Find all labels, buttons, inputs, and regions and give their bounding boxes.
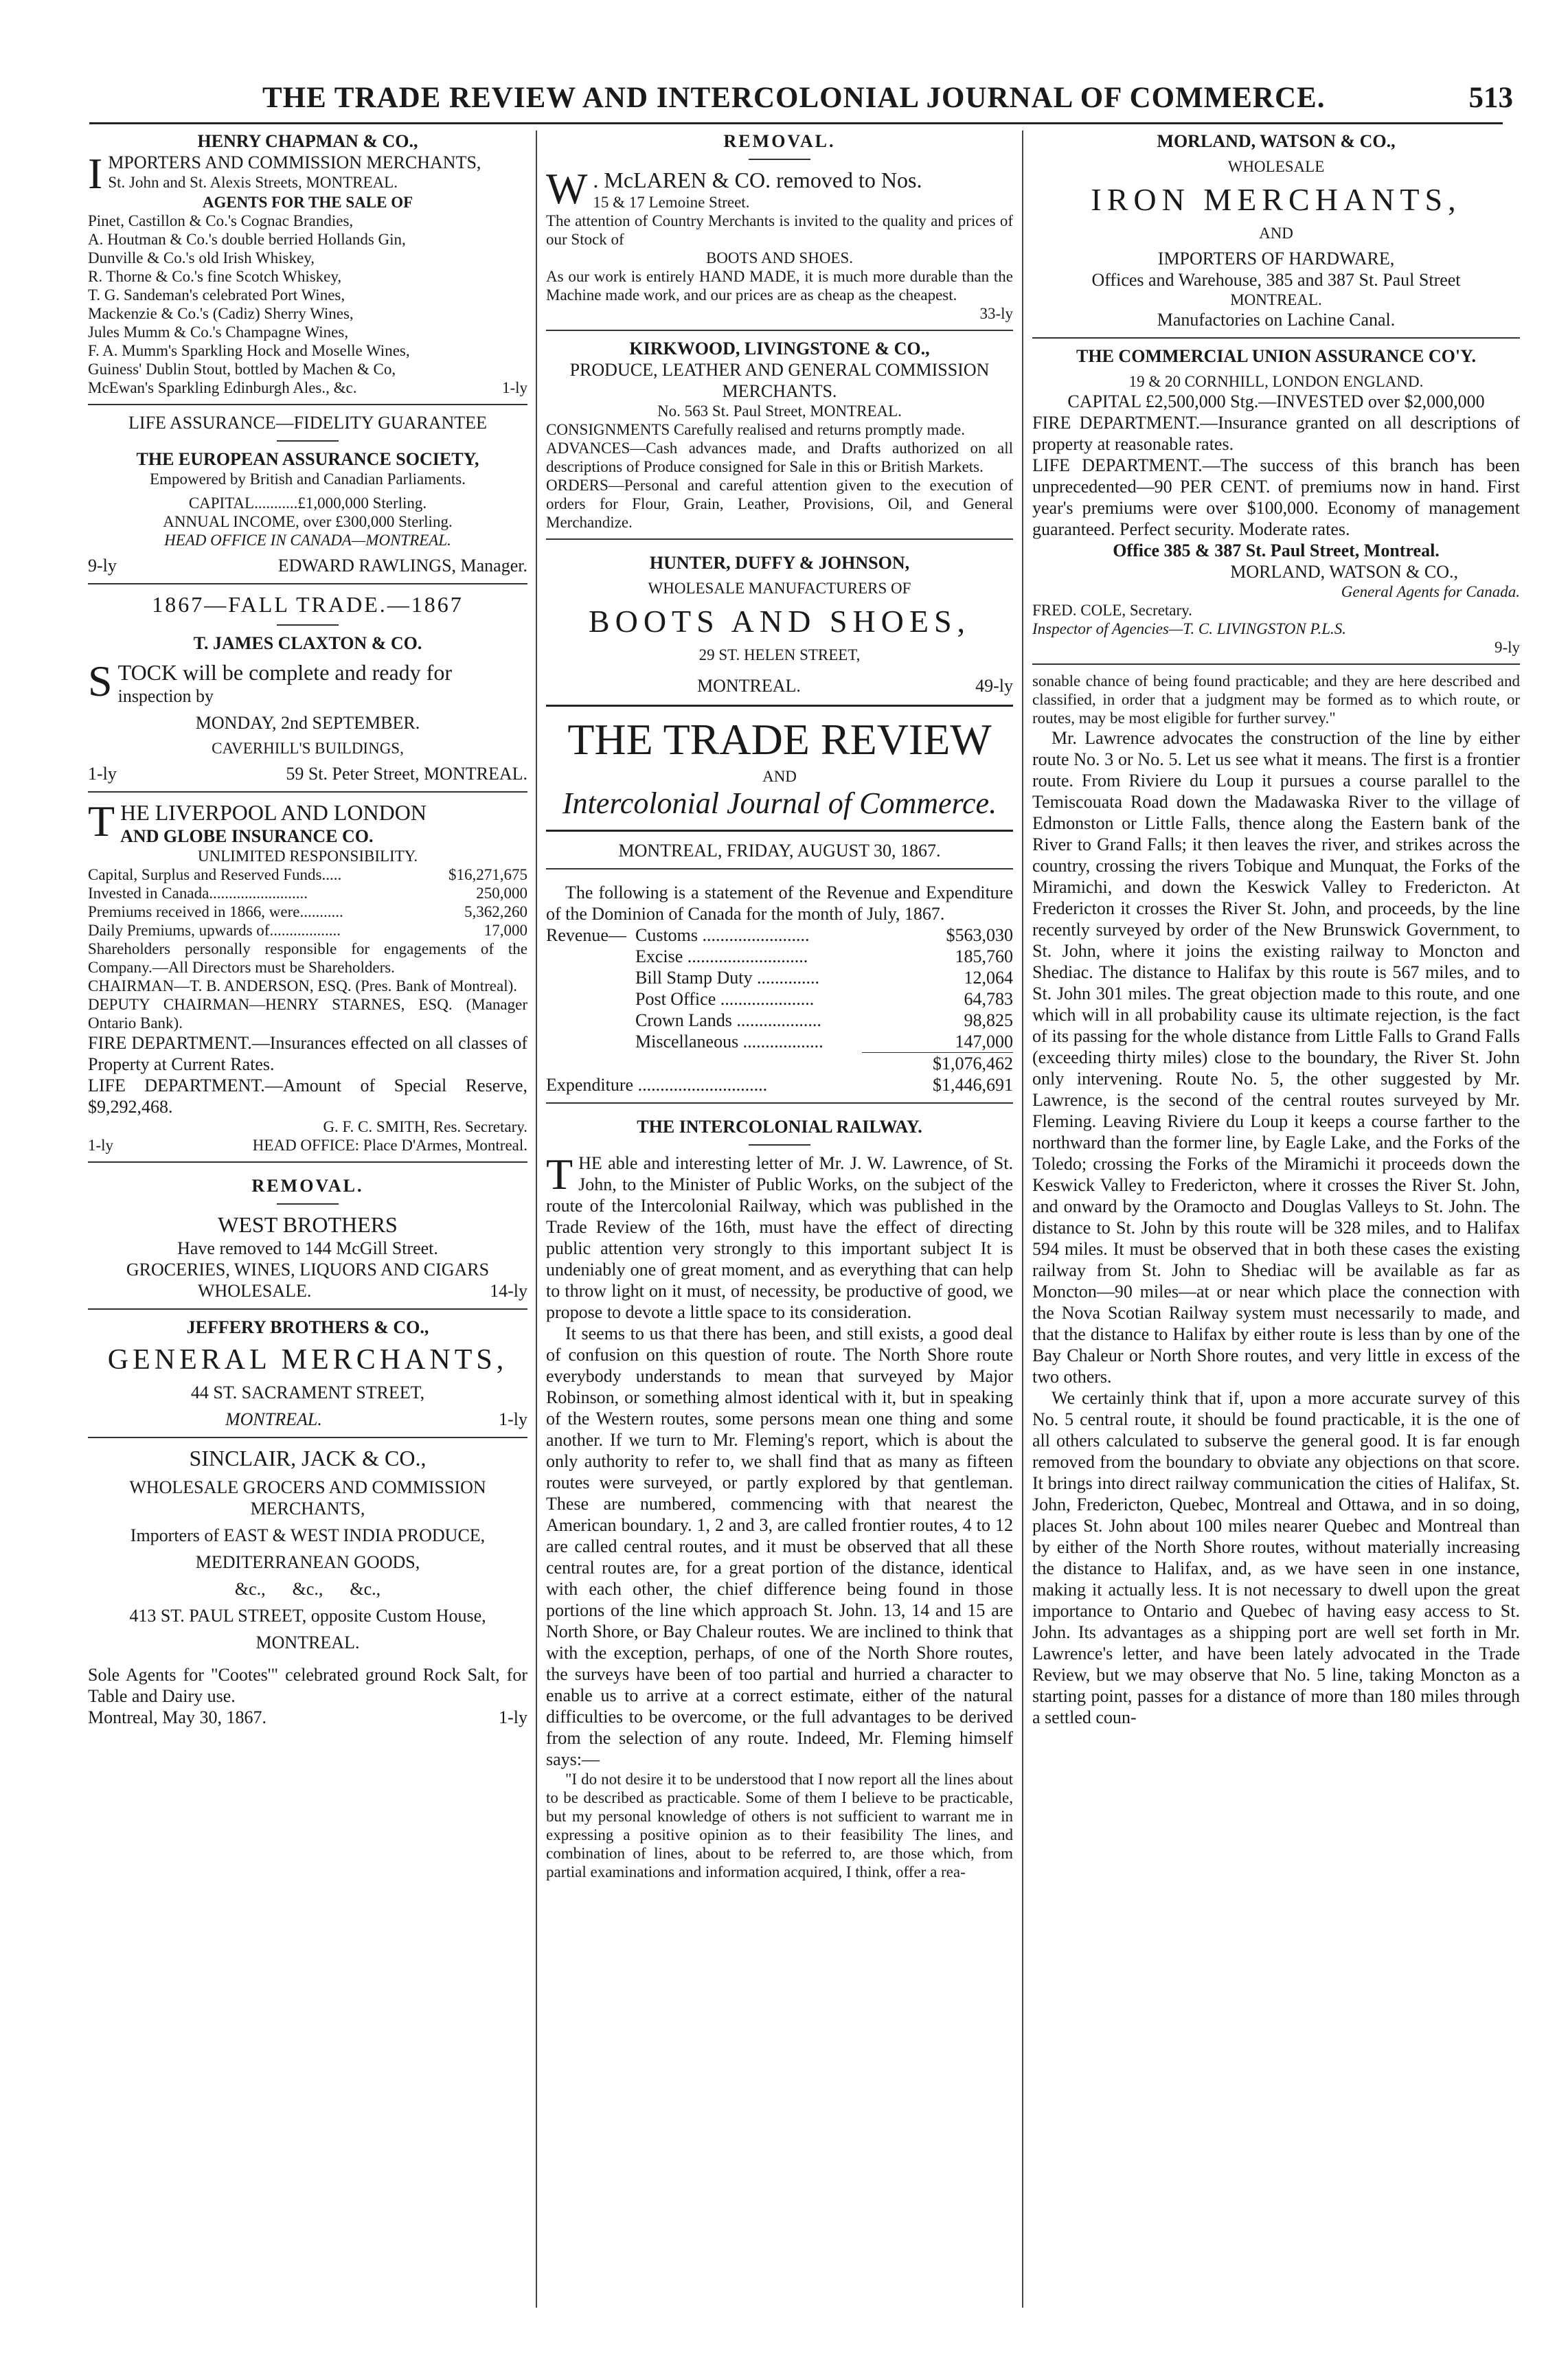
ad-line: 413 ST. PAUL STREET, opposite Custom House, [129,1606,486,1626]
ad-line: 44 ST. SACRAMENT STREET, [190,1383,425,1402]
ad-line: FRED. COLE, Secretary. [1032,602,1192,619]
table-cell: 185,760 [955,946,1013,966]
ad-line: MONDAY, 2nd SEPTEMBER. [195,713,420,733]
divider [277,624,339,626]
article-quote: sonable chance of being found practicable; and they are here described and classified, in order that a judgment may be formed as to which route, or routes, may be most eligible for further survey." [1032,672,1520,727]
table-cell: $1,446,691 [933,1075,1013,1095]
ad-liverpool-london [88,799,527,1155]
table-cell: 98,825 [964,1010,1013,1030]
list-item: McEwan's Sparkling Edinburgh Ales., &c. [88,379,357,396]
ad-term: 1-ly [88,1137,114,1154]
ad-line: PRODUCE, LEATHER AND GENERAL COMMISSION MERCHANTS. [569,360,990,401]
ad-line: Offices and Warehouse, 385 and 387 St. Paul Street [1091,270,1461,290]
list-item: Pinet, Castillon & Co.'s Cognac Brandies, [88,212,354,229]
ad-line: Have removed to 144 McGill Street. [177,1238,438,1258]
list-item: Jules Mumm & Co.'s Champagne Wines, [88,323,349,341]
ad-trade: IRON MERCHANTS, [1091,182,1462,217]
divider [546,330,1013,331]
ad-line: 29 ST. HELEN STREET, [698,646,861,663]
ad-line: AND [1259,225,1293,242]
ad-line: No. 563 St. Paul Street, MONTREAL. [657,402,902,420]
ad-line: St. John and St. Alexis Streets, MONTREAL. [108,174,398,191]
ad-line: &c., &c., &c., [234,1579,381,1599]
masthead-and: AND [762,768,797,785]
list-item: R. Thorne & Co.'s fine Scotch Whiskey, [88,268,342,285]
ad-line: Office 385 & 387 St. Paul Street, Montreal. [1113,541,1440,560]
divider [277,1203,339,1205]
drop-cap: T [88,797,115,845]
article-heading: THE INTERCOLONIAL RAILWAY. [637,1117,922,1137]
column-middle [546,130,1013,1881]
ad-line: Importers of EAST & WEST INDIA PRODUCE, [130,1525,486,1545]
ad-term: 1-ly [499,1409,527,1429]
ad-line: Manufactories on Lachine Canal. [1157,310,1396,330]
ad-paragraph: As our work is entirely HAND MADE, it is much more durable than the Machine made work, and our prices are as cheap as the cheapest. [546,268,1013,304]
ad-heading: 1867—FALL TRADE.—1867 [152,592,464,617]
table-cell: Bill Stamp Duty .............. [635,968,819,988]
table-cell: 5,362,260 [464,903,527,920]
ad-name: HE LIVERPOOL AND LONDON [120,800,427,825]
ad-term: 9-ly [88,556,117,576]
ad-european-assurance [88,412,527,576]
ad-line: MONTREAL. [1230,291,1322,308]
ad-line: General Agents for Canada. [1341,583,1520,600]
ad-line: 59 St. Peter Street, MONTREAL. [286,764,527,784]
ad-name: THE EUROPEAN ASSURANCE SOCIETY, [136,449,479,469]
running-head [82,81,1513,122]
article-paragraph: Mr. Lawrence advocates the construction of the line by either route No. 3 or No. 5. Let us see what it means. The first is a frontier route. From Riviere du Loup it pursues a course parallel to the Temiscouata Road down the Madawaska River to the village of Edmonston or Little Falls, thence along the Eastern bank of the River to Grand Falls; it then leaves the river, and strikes across the country, crossing the rivers Tobique and Munquat, the Forks of the Miramichi, and down the Keswick Valley to Fredericton. At Fredericton it crosses the River St. John, and proceeds, by the line recently surveyed by order of the New Brunswick Government, to St. John, where it joins the existing railway to Moncton and Shediac. The distance to Halifax by this route is 567 miles, and to St. John 301 miles. The great objection made to this route, and one which will in all probability cause its ultimate rejection, is the fact of its passing for the whole distance from Little Falls to Grand Falls (exceeding thirty miles) close to the boundary, the River St. John only intervening. Route No. 5, the other suggested by Mr. Lawrence, is the second of the central routes surveyed by Mr. Fleming. Leaving Riviere du Loup it keeps a course farther to the northward than the former line, by Eagle Lake, and the Forks of the Toledo; crossing the Forks of the Miramichi it proceeds down the Keswick Valley to Fredericton, where it crosses the River St. John, and onward by the Oramocto and Douglas Valleys to St. John. The distance to St. John by this route will be 328 miles, and to Halifax 594 miles. It must be observed that in both these cases the existing railway from St. John to Shediac will be available as far as Moncton—90 miles—at or near which place the connection with the Nova Scotian Railway system must necessarily to made, and that the distance to Halifax by either route is less than by one of the Bay Chaleur or North Shore routes, and very little in excess of the two others. [1032,728,1520,1387]
divider [546,868,1013,869]
table-cell: 147,000 [955,1032,1013,1052]
ad-paragraph: CONSIGNMENTS Carefully realised and returns promptly made. [546,421,966,438]
divider [546,538,1013,540]
ad-henry-chapman [88,130,527,397]
ad-name: . McLAREN & CO. removed to Nos. [593,168,922,192]
table-cell: Capital, Surplus and Reserved Funds..... [88,866,342,883]
ad-line: WHOLESALE. [198,1281,312,1301]
ad-morland-watson [1032,130,1520,330]
ad-line: BOOTS AND SHOES. [705,249,854,266]
ad-line: WHOLESALE [1227,158,1325,175]
article-paragraph: The following is a statement of the Revenue and Expenditure of the Dominion of Canada for the month of July, 1867. [546,883,1013,924]
ad-line: AND GLOBE INSURANCE CO. [120,826,374,846]
ad-sinclair-jack [88,1445,527,1728]
ad-kirkwood-livingstone [546,338,1013,532]
column-rule-1 [536,130,537,2308]
table-total: $1,076,462 [862,1052,1013,1074]
ad-name: T. JAMES CLAXTON & CO. [193,633,422,653]
ad-line: MONTREAL. [225,1409,322,1429]
table-cell: Post Office ..................... [635,989,815,1009]
table-cell: 250,000 [476,885,527,902]
divider [88,583,527,584]
table-cell: Daily Premiums, upwards of.................. [88,922,341,939]
table-cell: Invested in Canada......................... [88,885,308,902]
ad-term: 49-ly [975,676,1013,696]
ad-name: HUNTER, DUFFY & JOHNSON, [649,553,910,573]
ad-heading: THE COMMERCIAL UNION ASSURANCE CO'Y. [1076,346,1476,366]
table-cell: Crown Lands ................... [635,1010,821,1030]
divider [546,705,1013,707]
divider [546,830,1013,832]
ad-line: 19 & 20 CORNHILL, LONDON ENGLAND. [1128,373,1424,390]
ad-term: 1-ly [499,1707,527,1727]
table-cell: 64,783 [964,989,1013,1009]
divider [88,791,527,793]
ad-hunter-duffy [546,547,1013,696]
ad-paragraph: ADVANCES—Cash advances made, and Drafts authorized on all descriptions of Produce consigned for Sale in this or British Markets. [546,440,1013,475]
ad-line: ANNUAL INCOME, over £300,000 Sterling. [163,513,453,530]
ad-line: MEDITERRANEAN GOODS, [195,1552,420,1572]
divider [1032,337,1520,339]
ad-name: KIRKWOOD, LIVINGSTONE & CO., [629,339,930,359]
list-item: F. A. Mumm's Sparkling Hock and Moselle Wines, [88,342,410,359]
drop-cap: T [546,1150,573,1198]
table-cell: Excise ........................... [635,946,808,966]
list-item: A. Houtman & Co.'s double berried Hollands Gin, [88,231,406,248]
divider [88,1308,527,1310]
ad-paragraph: FIRE DEPARTMENT.—Insurance granted on all descriptions of property at reasonable rates. [1032,413,1520,454]
divider [749,159,810,160]
revenue-statement [546,876,1013,1095]
list-item: Dunville & Co.'s old Irish Whiskey, [88,249,315,266]
article-paragraph: HE able and interesting letter of Mr. J. W. Lawrence, of St. John, to the Minister of Public Works, on the subject of the route of the Intercolonial Railway, which was published in the Trade Review of the 16th, must have the effect of directing public attention very strongly to this important subject It is undeniably one of great moment, and as everything that can help to throw light on it must, of necessity, be productive of good, we propose to devote a little space to its consideration. [546,1153,1013,1322]
ad-paragraph: LIFE DEPARTMENT.—The success of this branch has been unprecedented—90 PER CENT. of premiums now in hand. First year's premiums were over $100,000. Economy of management guaranteed. Perfect security. Moderate rates. [1032,455,1520,539]
ad-term: 33-ly [979,305,1013,322]
list-item: Guiness' Dublin Stout, bottled by Machen & Co, [88,361,396,378]
ad-name: HENRY CHAPMAN & CO., [197,131,418,151]
column-right [1032,130,1520,1728]
ad-paragraph: LIFE DEPARTMENT.—Amount of Special Reserve, $9,292,468. [88,1076,527,1117]
ad-paragraph: Sole Agents for "Cootes'" celebrated ground Rock Salt, for Table and Dairy use. [88,1665,527,1706]
table-cell: Miscellaneous .................. [635,1032,823,1052]
divider [88,1437,527,1438]
ad-line: MONTREAL. [255,1633,360,1652]
ad-trade: BOOTS AND SHOES, [588,604,971,639]
ad-west-brothers [88,1170,527,1301]
article-quote: "I do not desire it to be understood that I now report all the lines about to be described as practicable. Some of them I believe to be practicable, but my personal knowledge of others is not sufficient to warrant me in expressing a positive opinion as to their feasibility The lines, and combination of lines, about to be referred to, are those which, from partial examinations and information acquired, I think, offer a rea- [546,1771,1013,1880]
article-railway-continued [1032,672,1520,1728]
ad-signature: G. F. C. SMITH, Res. Secretary. [323,1118,527,1135]
ad-paragraph: ORDERS—Personal and careful attention given to the execution of orders for Flour, Grain, Leather, Provisions, Oil, and General Merchandize. [546,477,1013,531]
table-label: Revenue— [546,925,626,945]
page-number: 513 [1468,82,1513,114]
ad-line: HEAD OFFICE IN CANADA—MONTREAL. [164,532,451,549]
ad-line: Empowered by British and Canadian Parliaments. [150,470,466,488]
ad-heading: REMOVAL. [251,1176,364,1196]
dateline: MONTREAL, FRIDAY, AUGUST 30, 1867. [618,841,941,861]
divider [749,1144,810,1146]
ad-line: HEAD OFFICE: Place D'Armes, Montreal. [252,1137,527,1154]
ad-line: GROCERIES, WINES, LIQUORS AND CIGARS [126,1260,490,1280]
drop-cap: I [88,149,103,198]
ad-term: 9-ly [1494,639,1520,656]
ad-subheading: AGENTS FOR THE SALE OF [202,194,413,211]
table-cell: 12,064 [964,968,1013,988]
ad-line: IMPORTERS OF HARDWARE, [1157,249,1395,269]
ad-paragraph: DEPUTY CHAIRMAN—HENRY STARNES, ESQ. (Manager Ontario Bank). [88,996,527,1032]
masthead-title: THE TRADE REVIEW [567,715,992,764]
divider [88,404,527,405]
ad-mclaren [546,130,1013,323]
masthead [546,715,1013,869]
table-cell: Expenditure ............................. [546,1075,768,1095]
ad-line: MPORTERS AND COMMISSION MERCHANTS, [108,152,481,172]
ad-heading: REMOVAL. [723,131,836,151]
list-item: T. G. Sandeman's celebrated Port Wines, [88,286,345,304]
list-item: Mackenzie & Co.'s (Cadiz) Sherry Wines, [88,305,354,322]
divider [88,1161,527,1163]
ad-line: inspection by [117,686,214,706]
ad-line: Montreal, May 30, 1867. [88,1707,266,1727]
ad-name: JEFFERY BROTHERS & CO., [186,1317,429,1337]
table-cell: $16,271,675 [448,866,527,883]
ad-line: 15 & 17 Lemoine Street. [593,194,750,211]
divider [1032,663,1520,665]
ad-claxton [88,591,527,784]
ad-line: Inspector of Agencies—T. C. LIVINGSTON P.L.S. [1032,620,1347,637]
ad-paragraph: The attention of Country Merchants is invited to the quality and prices of our Stock of [546,212,1013,248]
ad-line: CAPITAL £2,500,000 Stg.—INVESTED over $2,000,000 [1067,391,1485,411]
ad-line: MORLAND, WATSON & CO., [1230,562,1458,582]
ad-paragraph: Shareholders personally responsible for engagements of the Company.—All Directors must be Shareholders. [88,940,527,976]
ad-paragraph: FIRE DEPARTMENT.—Insurances effected on all classes of Property at Current Rates. [88,1033,527,1074]
ad-heading: LIFE ASSURANCE—FIDELITY GUARANTEE [128,413,487,433]
ad-line: UNLIMITED RESPONSIBILITY. [197,848,418,865]
ad-line: WHOLESALE GROCERS AND COMMISSION MERCHANTS, [129,1477,486,1519]
article-paragraph: We certainly think that if, upon a more accurate survey of this No. 5 central route, it should be found practicable, it is the one of all others calculated to subserve the general good. It is far enough removed from the boundary to obviate any objections on that score. It brings into direct railway communication the cities of Halifax, St. John, Fredericton, Quebec, Montreal and Ottawa, and in so doing, places St. John about 100 miles nearer Quebec and Montreal than by either of the North Shore routes, without materially increasing the distance to Halifax, and, as we have seen in one instance, making it actually less. It is not necessary to dwell upon the great importance to Ontario and Quebec of having easy access to St. John. Its advantages as a shipping port are well set forth in Mr. Lawrence's letter, and have been lately advocated in the Trade Review, but we may observe that No. 5 line, taking Moncton as a starting point, passes for a distance of more than 180 miles through a settled coun- [1032,1388,1520,1727]
column-rule-2 [1022,130,1023,2308]
ad-signature: EDWARD RAWLINGS, Manager. [277,556,527,576]
ad-term: 1-ly [501,379,527,396]
table-cell: $563,030 [946,925,1013,945]
ad-line: CAPITAL...........£1,000,000 Sterling. [188,495,427,512]
ad-paragraph: CHAIRMAN—T. B. ANDERSON, ESQ. (Pres. Bank of Montreal). [88,977,518,994]
header-rule [89,122,1503,124]
column-left [88,130,527,1728]
ad-line: WHOLESALE MANUFACTURERS OF [648,580,911,597]
drop-cap: W [546,164,588,213]
ad-name: MORLAND, WATSON & CO., [1157,131,1396,151]
ad-term: 1-ly [88,764,117,784]
ad-line: CAVERHILL'S BUILDINGS, [212,740,404,757]
ad-line: TOCK will be complete and ready for [117,660,452,685]
ad-line: MONTREAL. [697,676,801,696]
ad-trade: GENERAL MERCHANTS, [107,1344,508,1376]
divider [546,1102,1013,1104]
ad-name: WEST BROTHERS [218,1212,398,1237]
table-cell: 17,000 [484,922,527,939]
article-paragraph: It seems to us that there has been, and still exists, a good deal of confusion on this question of route. The North Shore route everybody understands to mean that surveyed by Major Robinson, or something almost identical with it, but in speaking of the Western routes, some persons mean one thing and some another. If we turn to Mr. Fleming's report, which is about the only authority to refer to, we shall find that as many as fifteen routes were surveyed, or partly explored by that gentleman. These are numbered, commencing with that nearest the American boundary. 1, 2 and 3, are called frontier routes, 4 to 12 are called central routes, and it must be observed that all these central routes are, for a great portion of the distance, identical with each other, the chief difference being found in those portions of the line which approach St. John. 13, 14 and 15 are North Shore, or Bay Chaleur routes. We are inclined to think that with the exception, perhaps, of one of the North Shore routes, the surveys have been of too partial and hurried a character to enable us to arrive at a correct estimate, either of the natural difficulties to be overcome, or the full advantages to be derived from the selection of any route. Indeed, Mr. Fleming himself says:— [546,1323,1013,1769]
masthead-subtitle: Intercolonial Journal of Commerce. [562,786,997,820]
article-railway [546,1111,1013,1881]
divider [277,440,339,442]
ad-name: SINCLAIR, JACK & CO., [189,1446,427,1470]
ad-jeffery-brothers [88,1317,527,1430]
ad-commercial-union [1032,345,1520,657]
running-title: THE TRADE REVIEW AND INTERCOLONIAL JOURNAL OF COMMERCE. [262,82,1326,114]
drop-cap: S [88,657,113,705]
table-cell: Customs ........................ [635,925,810,945]
ad-term: 14-ly [490,1281,527,1301]
table-cell: Premiums received in 1866, were........... [88,903,343,920]
